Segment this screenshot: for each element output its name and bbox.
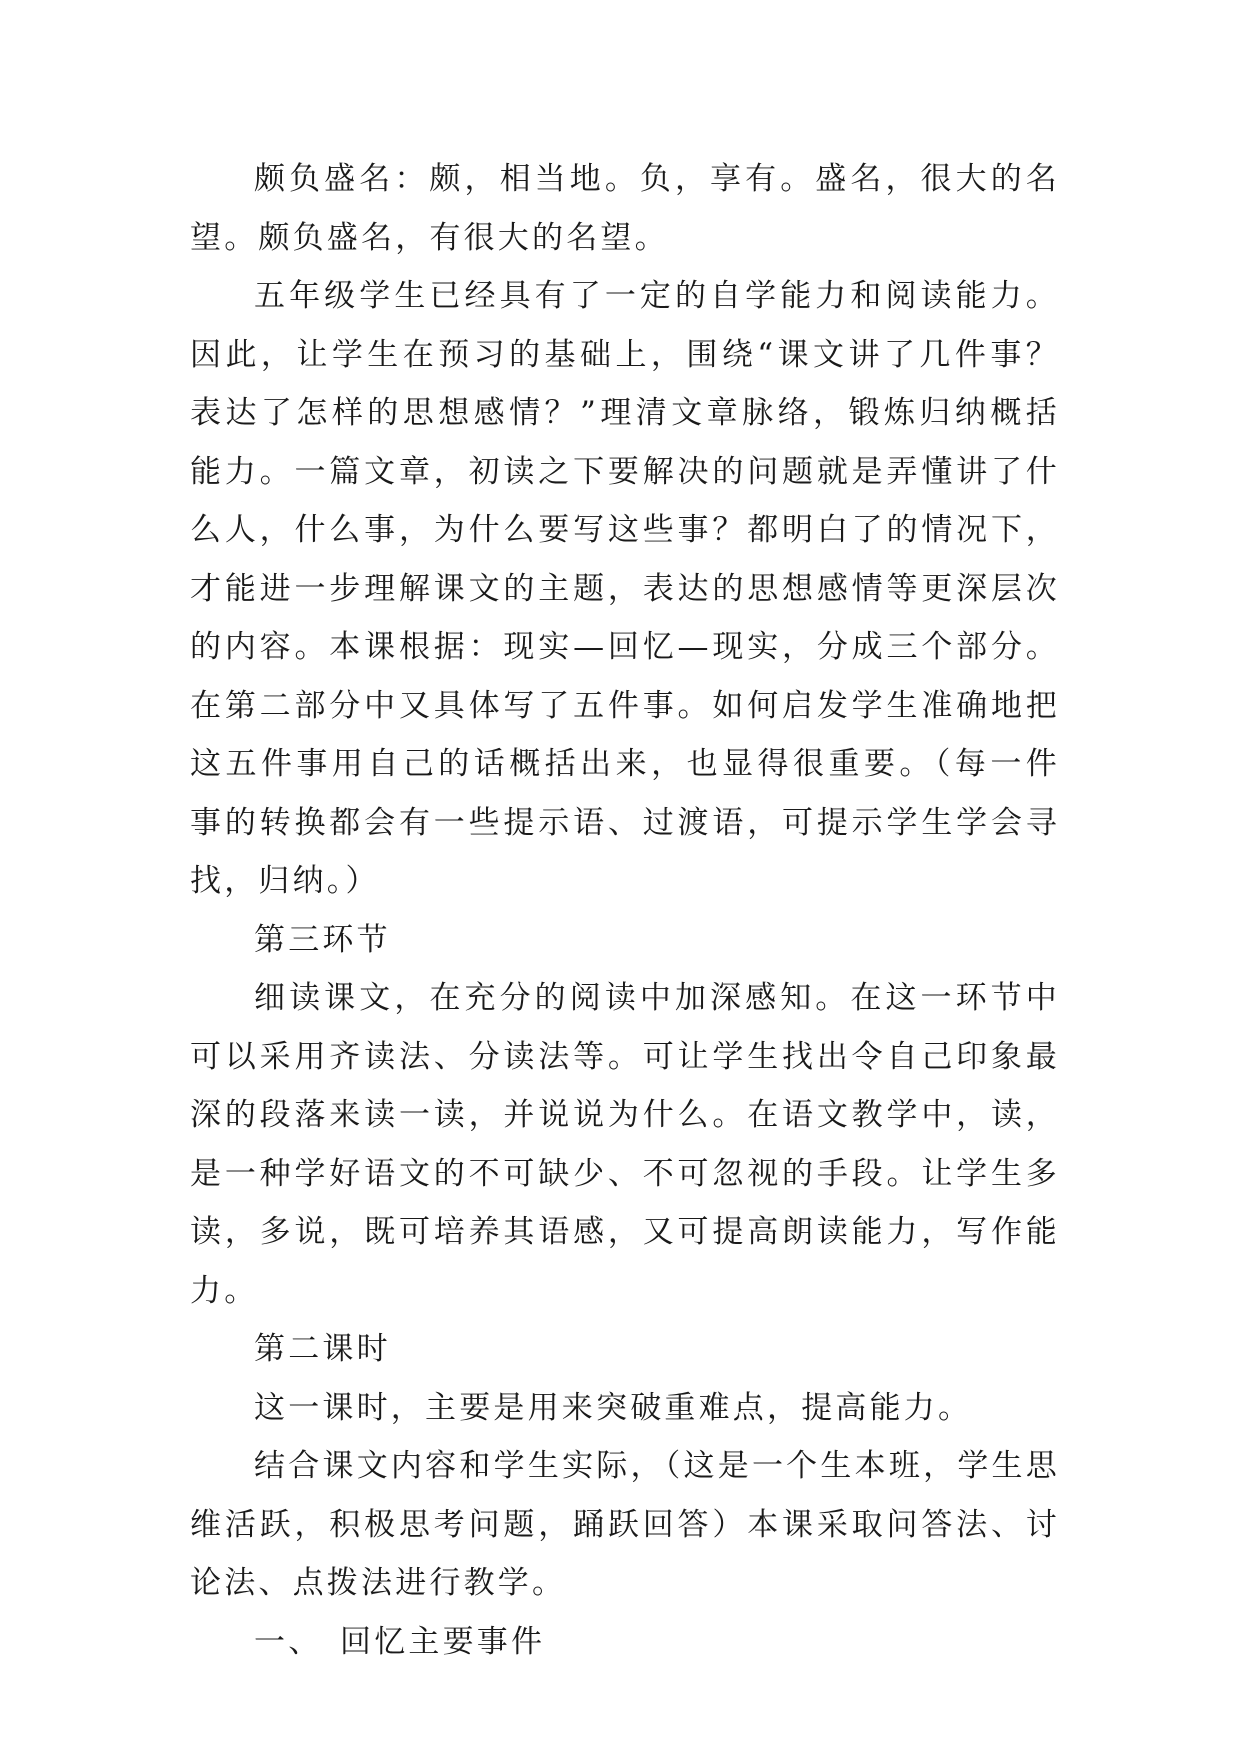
paragraph-reading-ability: 五年级学生已经具有了一定的自学能力和阅读能力。因此，让学生在预习的基础上，围绕“课文讲了几件事？表达了怎样的思想感情？”理清文章脉络，锻炼归纳概括能力。一篇文章，初读之下要解决的问题就是弄懂讲了什么人，什么事，为什么要写这些事？都明白了的情况下，才能进一步理解课文的主题，表达的思想感情等更深层次的内容。本课根据：现实—回忆—现实，分成三个部分。在第二部分中又具体写了五件事。如何启发学生准确地把这五件事用自己的话概括出来，也显得很重要。（每一件事的转换都会有一些提示语、过渡语，可提示学生学会寻找，归纳。） xyxy=(190,278,1060,899)
section-heading-third-stage: 第三环节 xyxy=(254,921,391,958)
paragraph-close-reading: 细读课文，在充分的阅读中加深感知。在这一环节中可以采用齐读法、分读法等。可让学生找出令自己印象最深的段落来读一读，并说说为什么。在语文教学中，读，是一种学好语文的不可缺少、不可忽视的手段。让学生多读，多说，既可培养其语感，又可提高朗读能力，写作能力。 xyxy=(190,980,1060,1309)
paragraph-vocab-note: 颇负盛名：颇，相当地。负，享有。盛名，很大的名望。颇负盛名，有很大的名望。 xyxy=(190,161,1060,256)
list-item-text: 回忆主要事件 xyxy=(340,1623,546,1660)
list-item xyxy=(190,1613,1060,1672)
paragraph-lesson-goal: 这一课时，主要是用来突破重难点，提高能力。 xyxy=(254,1389,973,1426)
paragraph-teaching-method: 结合课文内容和学生实际，（这是一个生本班，学生思维活跃，积极思考问题，踊跃回答）本课采取问答法、讨论法、点拨法进行教学。 xyxy=(190,1448,1060,1601)
list-item-number: 一、 xyxy=(254,1623,323,1660)
section-heading-second-lesson: 第二课时 xyxy=(254,1331,391,1367)
document-page xyxy=(190,150,1060,1671)
